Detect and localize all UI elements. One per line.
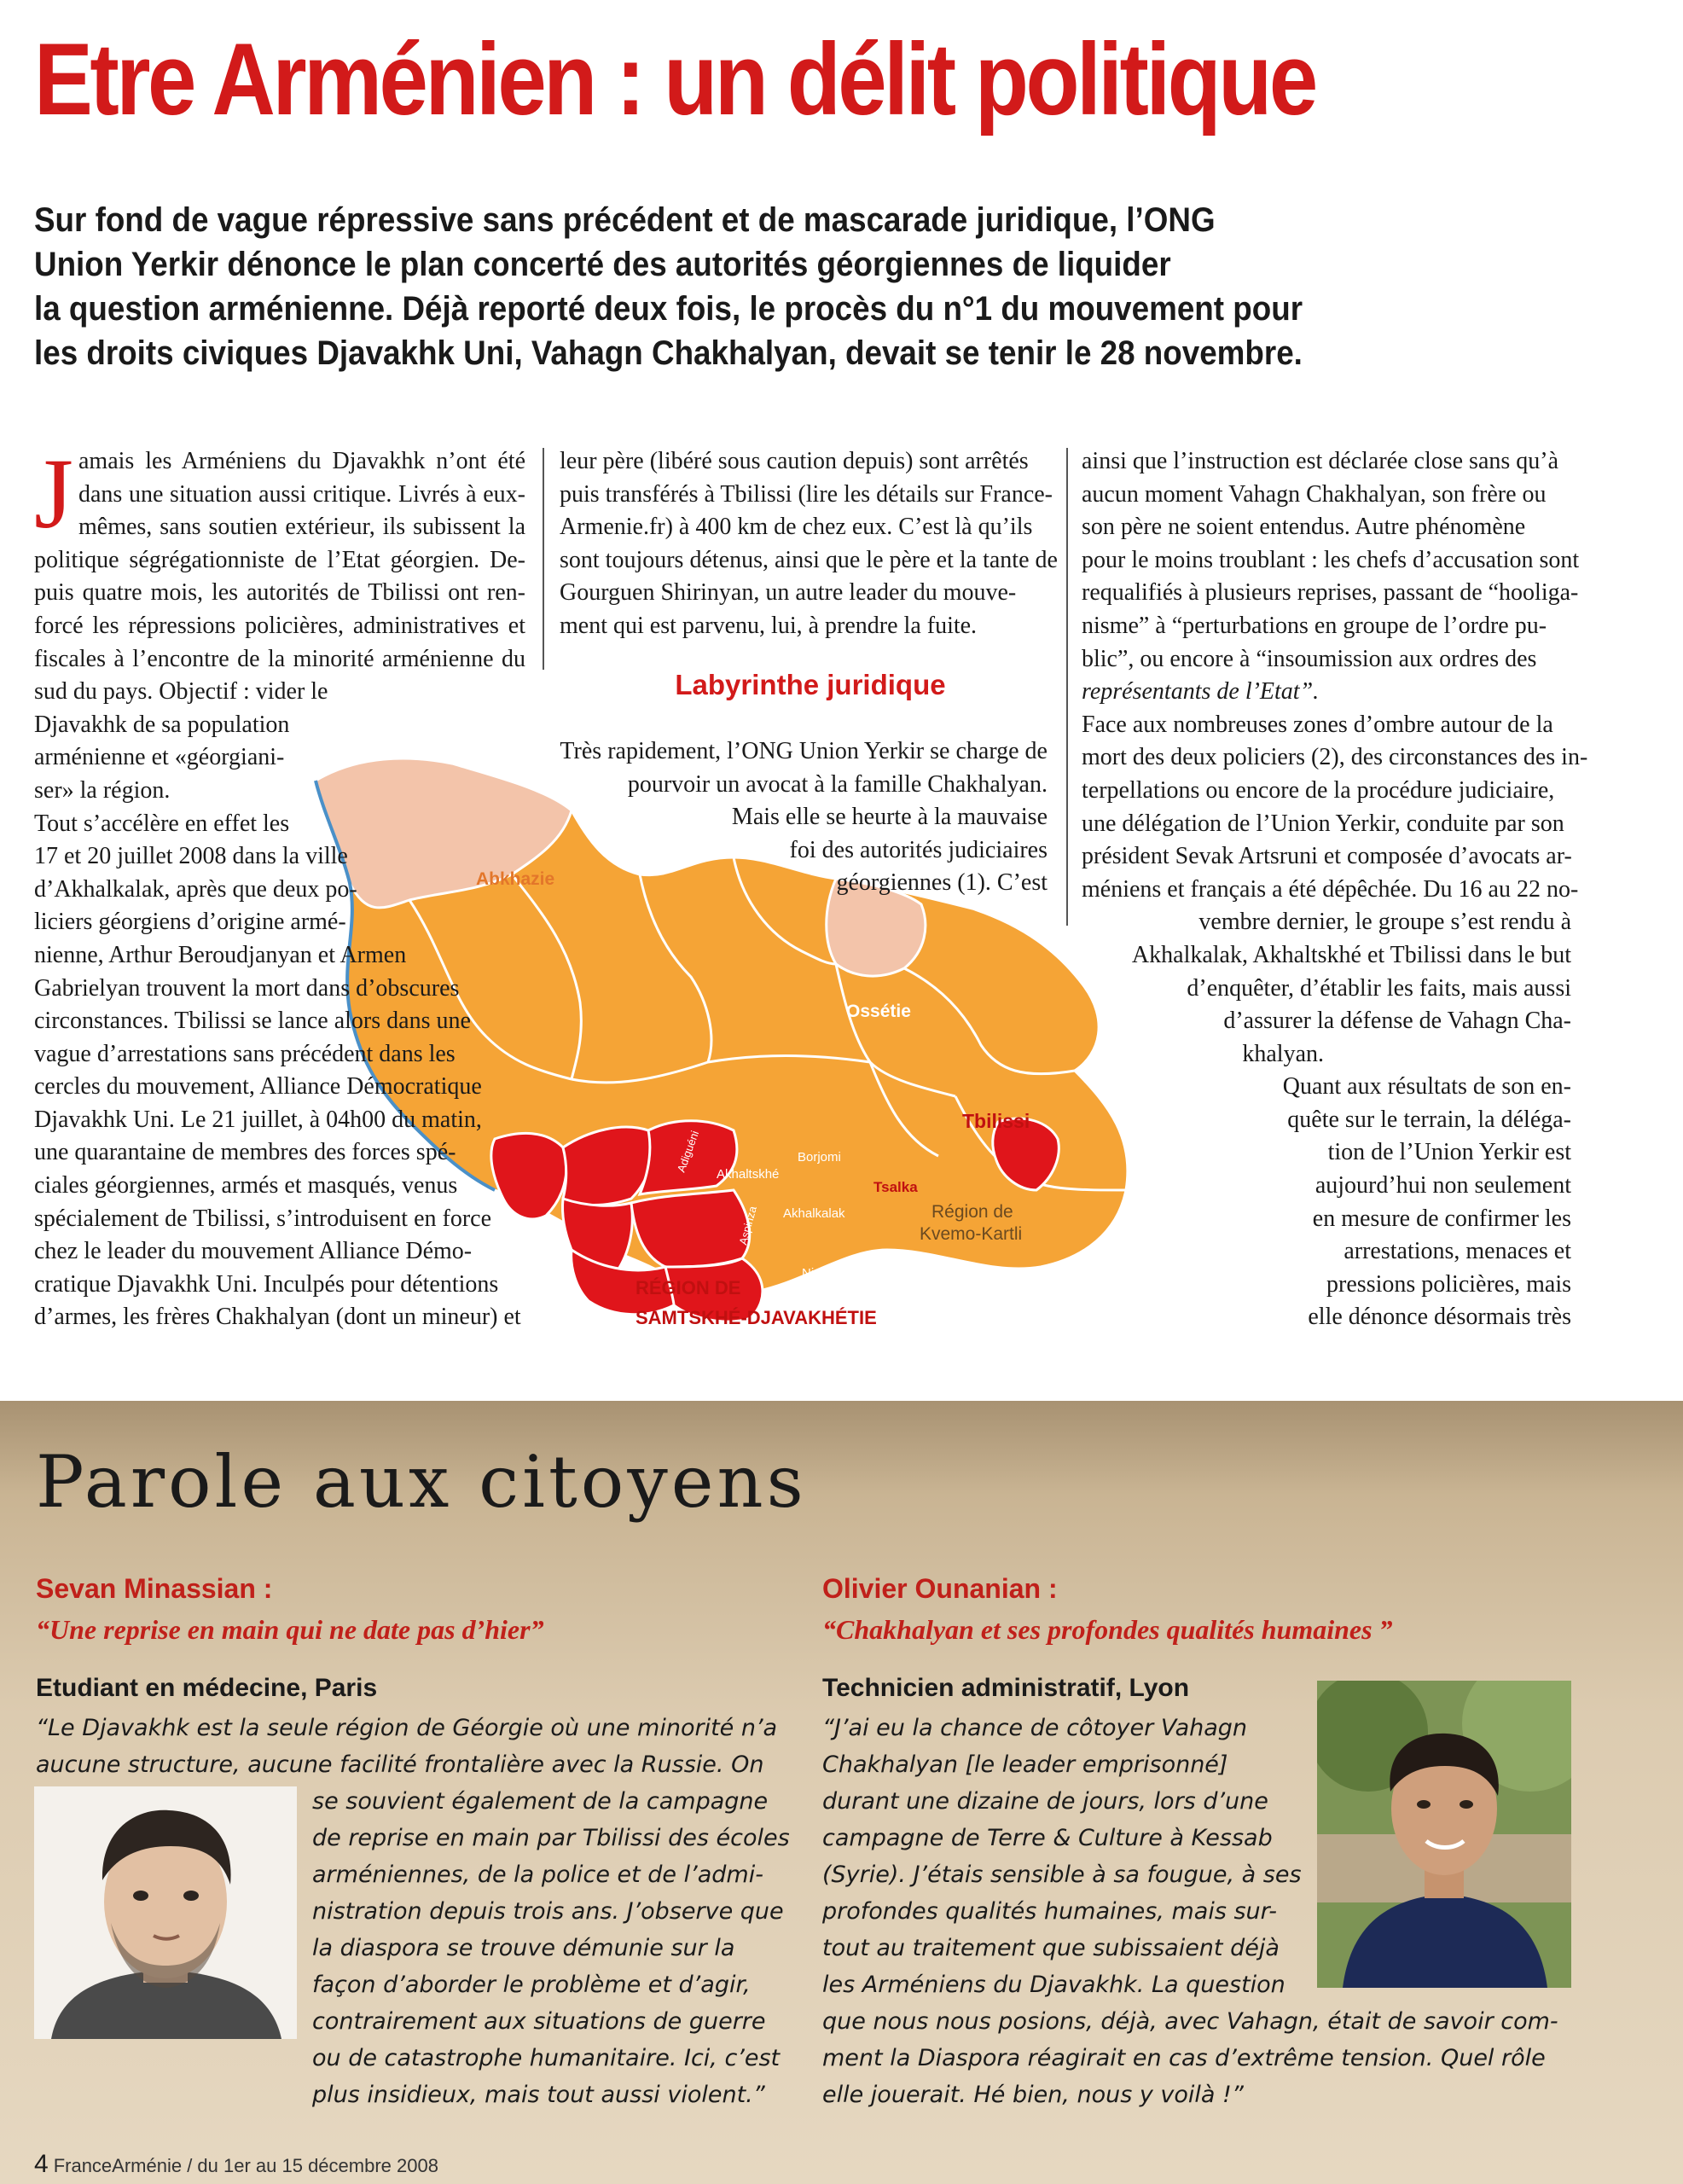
- text-line: Très rapidement, l’ONG Union Yerkir se charge de: [560, 738, 1048, 764]
- map-label-ossetie: Ossétie: [846, 1002, 911, 1021]
- text-line: pour le moins troublant : les chefs d’accusation sont: [1082, 546, 1580, 573]
- text-line: campagne de Terre & Culture à Kessab: [822, 1825, 1273, 1851]
- text-line: ainsi que l’instruction est déclarée close sans qu’à: [1082, 448, 1559, 474]
- citizen-text-right: [822, 1710, 1558, 2113]
- text-line: quête sur le terrain, la déléga-: [1287, 1106, 1571, 1133]
- text-line: forcé les répressions policières, administratives et: [34, 612, 525, 639]
- column-rule: [1066, 448, 1068, 926]
- text-line: 17 et 20 juillet 2008 dans la ville: [34, 843, 348, 870]
- article-title: Etre Arménien : un délit politique: [34, 22, 1315, 136]
- text-line: aujourd’hui non seulement: [1314, 1172, 1571, 1199]
- text-line: ciales géorgiennes, armés et masqués, venus: [34, 1172, 458, 1199]
- text-line: dans une situation aussi critique. Livrés à eux-: [78, 480, 525, 508]
- text-line: amais les Arméniens du Djavakhk n’ont été: [78, 448, 525, 474]
- text-line: nienne, Arthur Beroudjanyan et Armen: [34, 941, 407, 968]
- text-line: d’assurer la défense de Vahagn Cha-: [1223, 1008, 1571, 1035]
- article-lede: [34, 198, 1510, 375]
- text-line: liciers géorgiens d’origine armé-: [34, 909, 346, 936]
- text-line: profondes qualités humaines, mais sur-: [822, 1898, 1278, 1925]
- text-line: Tout s’accélère en effet les: [34, 810, 290, 837]
- text-line: contrairement aux situations de guerre: [312, 2008, 766, 2035]
- text-line: Djavakhk de sa population: [34, 711, 290, 738]
- text-line: sont toujours détenus, ainsi que le père et la tante de: [560, 546, 1058, 573]
- text-line: Gabrielyan trouvent la mort dans d’obscures: [34, 974, 460, 1002]
- footer-text: FranceArménie / du 1er au 15 décembre 2008: [53, 2155, 438, 2176]
- text-line: en mesure de confirmer les: [1312, 1205, 1571, 1232]
- text-line: tion de l’Union Yerkir est: [1327, 1139, 1571, 1166]
- map-label-tbilissi: Tbilissi: [962, 1110, 1030, 1132]
- text-line: Akhalkalak, Akhaltskhé et Tbilissi dans le but: [1131, 941, 1571, 968]
- text-line: une quarantaine de membres des forces spé-: [34, 1139, 456, 1166]
- citizen-name-left: Sevan Minassian :: [36, 1573, 273, 1604]
- text-line: ser» la région.: [34, 776, 171, 804]
- map-label-ninosminda: Ninosminda: [802, 1266, 870, 1281]
- text-line: président Sevak Artsruni et composée d’avocats ar-: [1082, 843, 1572, 870]
- text-line: nistration depuis trois ans. J’observe que: [312, 1898, 784, 1925]
- drop-cap: J: [34, 438, 73, 549]
- citizen-role-left: Etudiant en médecine, Paris: [36, 1674, 378, 1702]
- text-line: vembre dernier, le groupe s’est rendu à: [1198, 909, 1571, 936]
- map-label-kvemo-1: Région de: [931, 1202, 1013, 1222]
- text-line: elle jouerait. Hé bien, nous y voilà !”: [822, 2082, 1244, 2108]
- text-line: vague d’arrestations sans précédent dans les: [34, 1040, 456, 1067]
- text-line: Mais elle se heurte à la mauvaise: [731, 804, 1048, 831]
- text-line: Quant aux résultats de son en-: [1282, 1073, 1571, 1101]
- text-line: requalifiés à plusieurs reprises, passant de “hooliga-: [1082, 579, 1579, 607]
- section-subhead: Labyrinthe juridique: [675, 669, 946, 700]
- text-line: khalyan.: [1242, 1040, 1324, 1067]
- map-label-region-1: RÉGION DE: [635, 1277, 741, 1298]
- text-line: circonstances. Tbilissi se lance alors dans une: [34, 1008, 471, 1035]
- text-line: (Syrie). J’étais sensible à sa fougue, à ses: [822, 1862, 1302, 1888]
- text-line: de reprise en main par Tbilissi des écoles: [312, 1825, 790, 1851]
- text-line: représentants de l’Etat”.: [1082, 678, 1320, 706]
- text-line: géorgiennes (1). C’est: [836, 869, 1048, 897]
- text-line: son père ne soient entendus. Autre phénomène: [1082, 514, 1526, 541]
- text-line: blic”, ou encore à “insoumission aux ordres des: [1082, 645, 1537, 672]
- lede-line: Union Yerkir dénonce le plan concerté des autorités géorgiennes de liquider: [34, 246, 1171, 283]
- text-line: une délégation de l’Union Yerkir, conduite par son: [1082, 810, 1564, 837]
- article-column-2: [560, 445, 1058, 643]
- text-line: aucun moment Vahagn Chakhalyan, son frère ou: [1082, 480, 1547, 508]
- article-column-3: [1082, 445, 1588, 1334]
- text-line: aucune structure, aucune facilité frontalière avec la Russie. On: [36, 1751, 764, 1778]
- column-rule: [543, 448, 544, 670]
- text-line: méniens et français a été dépêchée. Du 16 au 22 no-: [1082, 875, 1579, 903]
- lede-line: la question arménienne. Déjà reporté deux fois, le procès du n°1 du mouvement pour: [34, 290, 1303, 328]
- text-line: d’Akhalkalak, après que deux po-: [34, 875, 357, 903]
- article-column-1: [34, 438, 525, 1334]
- citizens-section-title: Parole aux citoyens: [36, 1440, 807, 1524]
- text-line: Armenie.fr) à 400 km de chez eux. C’est là qu’ils: [560, 514, 1033, 541]
- text-line: ou de catastrophe humanitaire. Ici, c’est: [312, 2045, 781, 2071]
- citizen-text-left-wrap: [312, 1783, 790, 2113]
- citizen-text-left: [36, 1710, 821, 1783]
- text-line: puis quatre mois, les autorités de Tbilissi ont ren-: [34, 579, 525, 607]
- text-line: nisme” à “perturbations en groupe de l’ordre pu-: [1082, 612, 1547, 639]
- text-line: que nous nous posions, déjà, avec Vahagn, était de savoir com-: [822, 2008, 1558, 2035]
- text-line: spécialement de Tbilissi, s’introduisent en force: [34, 1205, 492, 1232]
- text-line: puis transférés à Tbilissi (lire les détails sur France-: [560, 480, 1053, 508]
- text-line: Djavakhk Uni. Le 21 juillet, à 04h00 du matin,: [34, 1106, 482, 1133]
- map-label-akhalkalak: Akhalkalak: [783, 1206, 845, 1221]
- citizen-name-right: Olivier Ounanian :: [822, 1573, 1058, 1604]
- map-label-tsalka: Tsalka: [873, 1179, 918, 1195]
- portrait-image: [1317, 1681, 1571, 1988]
- text-line: Chakhalyan [le leader emprisonné]: [822, 1751, 1228, 1778]
- text-line: se souvient également de la campagne: [312, 1788, 769, 1815]
- text-line: mort des deux policiers (2), des circonstances des in-: [1082, 744, 1588, 771]
- text-line: pressions policières, mais: [1326, 1270, 1571, 1298]
- citizen-photo-right: [1317, 1681, 1571, 1988]
- page-number: 4: [34, 2150, 49, 2178]
- map-label-borjomi: Borjomi: [798, 1150, 841, 1165]
- lede-line: les droits civiques Djavakhk Uni, Vahagn Chakhalyan, devait se tenir le 28 novembre.: [34, 334, 1303, 372]
- text-line: leur père (libéré sous caution depuis) sont arrêtés: [560, 448, 1029, 474]
- text-line: ment qui est parvenu, lui, à prendre la fuite.: [560, 612, 978, 639]
- text-line: Gourguen Shirinyan, un autre leader du mouve-: [560, 579, 1017, 607]
- map-label-region-2: SAMTSKHÉ-DJAVAKHÉTIE: [635, 1307, 877, 1328]
- lede-line: Sur fond de vague répressive sans précédent et de mascarade juridique, l’ONG: [34, 201, 1216, 239]
- text-line: sud du pays. Objectif : vider le: [34, 678, 328, 706]
- text-line: “Le Djavakhk est la seule région de Géorgie où une minorité n’a: [36, 1715, 778, 1741]
- text-line: ment la Diaspora réagirait en cas d’extrême tension. Quel rôle: [822, 2045, 1546, 2071]
- text-line: “J’ai eu la chance de côtoyer Vahagn: [822, 1715, 1248, 1741]
- citizen-role-right: Technicien administratif, Lyon: [822, 1674, 1190, 1702]
- map-label-aspinza: Aspinza: [736, 1205, 759, 1246]
- text-line: façon d’aborder le problème et d’agir,: [312, 1972, 751, 1998]
- text-line: chez le leader du mouvement Alliance Démo-: [34, 1238, 473, 1265]
- article-column-2b: [560, 735, 1048, 900]
- map-label-akhaltskhe: Akhaltskhé: [717, 1167, 780, 1182]
- text-line: pourvoir un avocat à la famille Chakhalyan.: [627, 770, 1048, 798]
- text-line: tout au traitement que subissaient déjà: [822, 1935, 1280, 1961]
- map-label-kvemo-2: Kvemo-Kartli: [920, 1224, 1023, 1244]
- text-line: cratique Djavakhk Uni. Inculpés pour détentions: [34, 1270, 499, 1298]
- text-line: d’enquêter, d’établir les faits, mais aussi: [1187, 974, 1571, 1002]
- text-line: d’armes, les frères Chakhalyan (dont un mineur) et: [34, 1304, 521, 1331]
- text-line: foi des autorités judiciaires: [789, 836, 1048, 863]
- text-line: arrestations, menaces et: [1343, 1238, 1571, 1265]
- text-line: les Arméniens du Djavakhk. La question: [822, 1972, 1285, 1998]
- map-label-abkhazie: Abkhazie: [476, 869, 555, 889]
- text-line: mêmes, sans soutien extérieur, ils subissent la: [78, 514, 525, 541]
- text-line: terpellations ou encore de la procédure judiciaire,: [1082, 776, 1555, 804]
- text-line: la diaspora se trouve démunie sur la: [312, 1935, 735, 1961]
- citizen-quote-left: “Une reprise en main qui ne date pas d’hier”: [36, 1614, 544, 1645]
- text-line: elle dénonce désormais très: [1308, 1304, 1571, 1331]
- page-footer: [34, 2150, 438, 2179]
- text-line: politique ségrégationniste de l’Etat géorgien. De-: [34, 546, 525, 573]
- text-line: arméniennes, de la police et de l’admi-: [312, 1862, 763, 1888]
- text-line: durant une dizaine de jours, lors d’une: [822, 1788, 1268, 1815]
- text-line: Face aux nombreuses zones d’ombre autour de la: [1082, 711, 1553, 738]
- text-line: cercles du mouvement, Alliance Démocratique: [34, 1073, 482, 1101]
- map-label-adigueni: Adiguéni: [674, 1129, 702, 1175]
- text-line: plus insidieux, mais tout aussi violent.”: [312, 2082, 765, 2108]
- citizen-quote-right: “Chakhalyan et ses profondes qualités humaines ”: [822, 1614, 1393, 1645]
- citizen-photo-left: [34, 1786, 297, 2039]
- text-line: arménienne et «géorgiani-: [34, 744, 285, 771]
- portrait-image: [34, 1786, 297, 2039]
- text-line: fiscales à l’encontre de la minorité arménienne du: [34, 645, 525, 672]
